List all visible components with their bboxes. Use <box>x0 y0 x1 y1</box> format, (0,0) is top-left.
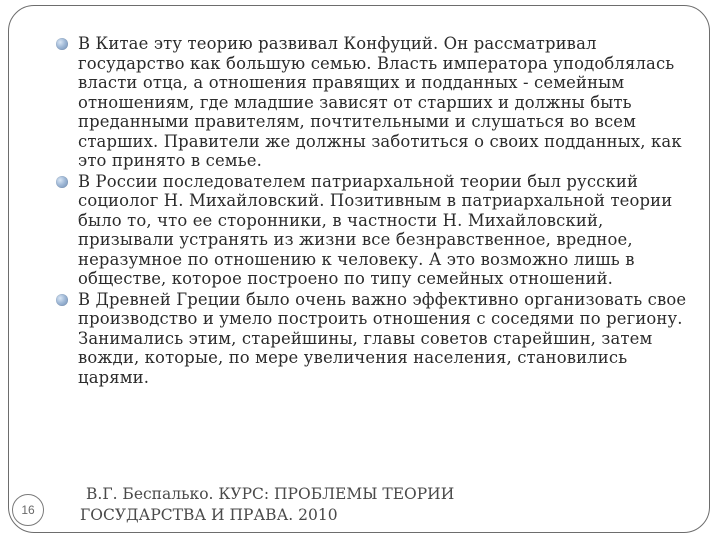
bullet-item <box>54 290 699 388</box>
footer-caption <box>80 484 460 526</box>
bullet-item <box>54 172 699 289</box>
bullet-text: В Древней Греции было очень важно эффективно организовать свое производство и умело построить отношения с соседями по региону. Занимались этим, старейшины, главы советов старейшин, затем вожди, которые, по мере увеличения населения, становились царями. <box>78 289 687 387</box>
footer-line-2: ГОСУДАРСТВА И ПРАВА. 2010 <box>80 506 338 524</box>
bullet-dot-icon <box>56 294 68 306</box>
slide-frame <box>8 5 710 533</box>
bullet-item <box>54 34 699 171</box>
page-number-badge <box>12 494 44 526</box>
bullet-dot-icon <box>56 176 68 188</box>
page-number: 16 <box>21 503 35 517</box>
bullet-text: В Китае эту теорию развивал Конфуций. Он рассматривал государство как большую семью. Власть императора уподоблялась власти отца, а отношения правящих и подданных - семейным отношениям, где младшие зависят от старших и должны быть преданными правителям, почтительными и слушаться во всем старших. Правители же должны заботиться о своих подданных, как это принято в семье. <box>78 34 682 170</box>
bullet-dot-icon <box>56 38 68 50</box>
bullet-text: В России последователем патриархальной теории был русский социолог Н. Михайловский. Позитивным в патриархальной теории было то, что ее сторонники, в частности Н. Михайловский, призывали устранять из жизни все безнравственное, вредное, неразумное по отношению к человеку. А это возможно лишь в обществе, которое построено по типу семейных отношений. <box>78 171 673 288</box>
bullet-list <box>54 34 699 388</box>
footer-line-1: В.Г. Беспалько. КУРС: ПРОБЛЕМЫ ТЕОРИИ <box>86 485 455 503</box>
